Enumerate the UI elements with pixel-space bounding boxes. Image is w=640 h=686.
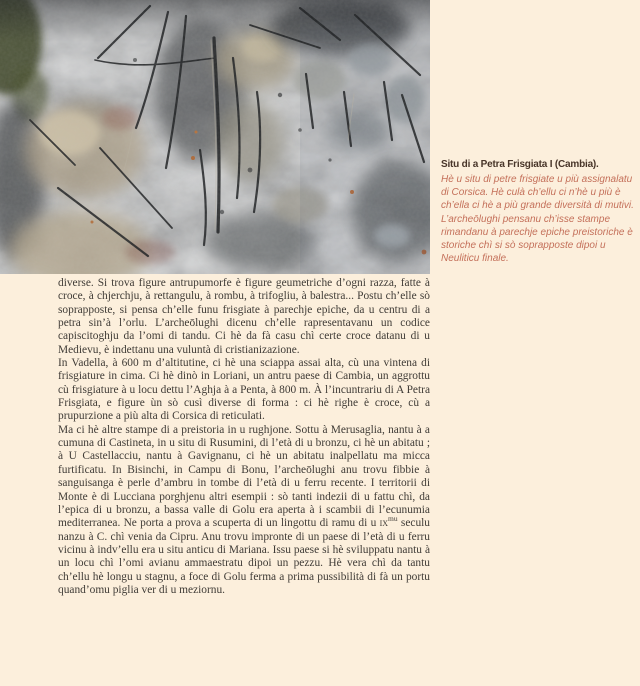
- article-paragraph-3: [58, 424, 430, 597]
- roman-numeral: ix: [379, 517, 389, 530]
- article-text: [58, 277, 430, 597]
- paragraph-3-part-1: Ma ci hè altre stampe di a preistoria in u rughjone. Sottu à Merusaglia, nantu à a cumuna di Castineta, in u situ di Rusumini, di l’età di u bronzu, ci hè un abitatu ; à U Castellacciu, nantu à Gavignanu, ci hè un abitatu inalpellatu ma micca furtificatu. In Bisinchi, in Campu di Bonu, l’archeōlughi anu trovu fibbie à sanguisanga è perle d’ambru in tombe di l’età di u ferru recente. I territorii di Monte è di Lucciana porghjenu altri esempii : sò tanti indezii di u fattu chì, da l’epica di u bronzu, a bassa valle di Golu era aperta à i scambii di l’ecunumia mediterranea. Ne porta a prova a scuperta di un lingottu di ramu di u: [58, 423, 430, 530]
- article-paragraph-1: diverse. Si trova figure antrupumorfe è figure geumetriche d’ogni razza, fatte à croce, à chjerchju, à rettangulu, à rombu, à trifogliu, à balestra... Postu ch’elle sò soprapposte, si pensa ch’elle funu frisgiate à parechje epiche, da u centru di a petra sin’à l’orlu. L’archeōlughi dicenu ch’elle rapresentavanu un codice capiscitoghju da l’omi di tandu. Ci hè da fà casu chì certe croce datanu di u Medievu, è indettanu una vuluntà di cristianizazione.: [58, 277, 430, 356]
- caption-title: Situ di a Petra Frisgiata I (Cambia).: [441, 159, 599, 170]
- paragraph-3-part-2: seculu nanzu à C. chì venia da Cipru. Anu trovu impronte di un paese di l’età di u ferru vicinu à indv’ellu era u situ anticu di Mariana. Issu paese si hè sviluppatu nantu à un locu chì l’omi avianu ammaestratu dipoi un pezzu. Hè vera chì da tantu ch’ellu hè longu u stagnu, a foce di Golu ferma a prima pussibilità di fà un portu quand’omu piglia ver di u meziornu.: [58, 517, 430, 596]
- rock-texture-illustration: [0, 0, 430, 274]
- photo-caption: [441, 159, 634, 265]
- article-paragraph-2: In Vadella, à 600 m d’altitutine, ci hè una sciappa assai alta, cù una vintena di frisgiature in cima. Ci hè dinò in Loriani, un antru paese di Cambia, un aggrottu cù frisgiature à u locu dettu l’Aghja à a Penta, à 800 m. À l’incuntrariu di A Petra Frisgiata, e figure ùn sò cusì diverse di forma : ci hè righe è croce, cù a prupurzione a più alta di Corsica di reticulati.: [58, 357, 430, 423]
- ordinal-superscript: mu: [388, 514, 398, 524]
- caption-text: Hè u situ di petre frisgiate u più assignalatu di Corsica. Hè culà ch’ellu ci n’hè u più è ch’ella ci hè a più grande diversità di mutivi. L’archeōlughi pensanu ch’isse stampe rimandanu à parechje epiche preistoriche è storiche chì si sò soprapposte dipoi u Neuliticu finale.: [441, 174, 634, 265]
- petroglyph-photo: [0, 0, 430, 274]
